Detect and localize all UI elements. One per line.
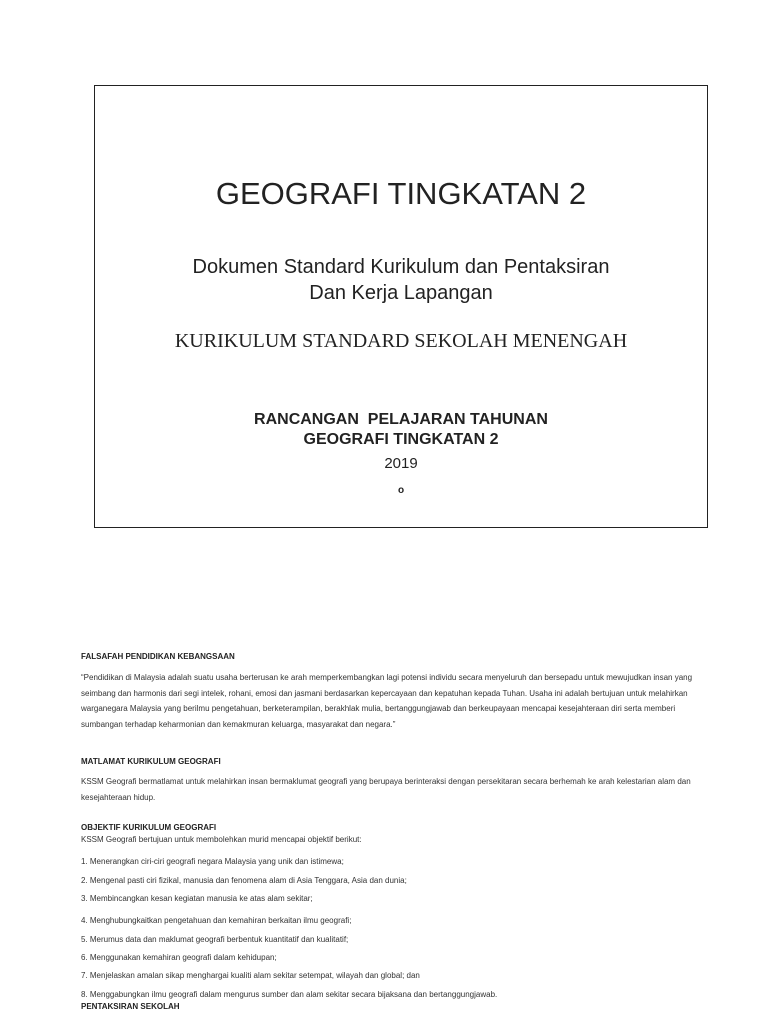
plan-year: 2019 bbox=[384, 455, 418, 472]
pentaksiran-heading: PENTAKSIRAN SEKOLAH bbox=[81, 1002, 180, 1011]
document-title: GEOGRAFI TINGKATAN 2 bbox=[215, 176, 587, 211]
subtitle-line-1: Dokumen Standard Kurikulum dan Pentaksiran bbox=[192, 256, 610, 278]
list-item: 5. Merumus data dan maklumat geografi berbentuk kuantitatif dan kualitatif; bbox=[81, 935, 349, 944]
subtitle-line-2: Dan Kerja Lapangan bbox=[309, 282, 493, 304]
curriculum-name: KURIKULUM STANDARD SEKOLAH MENENGAH bbox=[174, 330, 628, 352]
document-subtitle bbox=[95, 254, 707, 306]
list-item: 6. Menggunakan kemahiran geografi dalam kehidupan; bbox=[81, 953, 277, 962]
plan-title bbox=[95, 410, 707, 450]
plan-line-2: GEOGRAFI TINGKATAN 2 bbox=[303, 431, 499, 448]
list-item: 4. Menghubungkaitkan pengetahuan dan kemahiran berkaitan ilmu geografi; bbox=[81, 916, 352, 925]
matlamat-body: KSSM Geografi bermatlamat untuk melahirkan insan bermaklumat geografi yang berupaya berinteraksi dengan persekitaran secara berhemah ke arah kelestarian alam dan kesejahteraan hidup. bbox=[81, 777, 691, 802]
list-item: 3. Membincangkan kesan kegiatan manusia ke atas alam sekitar; bbox=[81, 894, 313, 903]
objektif-heading: OBJEKTIF KURIKULUM GEOGRAFI bbox=[81, 823, 217, 832]
list-item: 2. Mengenal pasti ciri fizikal, manusia dan fenomena alam di Asia Tenggara, Asia dan dunia; bbox=[81, 876, 407, 885]
objektif-intro: KSSM Geografi bertujuan untuk membolehkan murid mencapai objektif berikut: bbox=[81, 835, 362, 844]
cover-mark: o bbox=[397, 485, 405, 496]
falsafah-heading: FALSAFAH PENDIDIKAN KEBANGSAAN bbox=[81, 652, 235, 661]
list-item: 8. Menggabungkan ilmu geografi dalam mengurus sumber dan alam sekitar secara bijaksana dan bertanggungjawab. bbox=[81, 990, 498, 999]
cover-box bbox=[94, 85, 708, 528]
plan-line-1: RANCANGAN PELAJARAN TAHUNAN bbox=[254, 411, 548, 428]
falsafah-body: “Pendidikan di Malaysia adalah suatu usaha berterusan ke arah memperkembangkan lagi potensi individu secara menyeluruh dan bersepadu untuk mewujudkan insan yang seimbang dan harmonis dari segi intelek, rohani, emosi dan jasmani berdasarkan kepercayaan dan kepatuhan kepada Tuhan. Usaha ini adalah bertujuan untuk melahirkan warganegara Malaysia yang berilmu pengetahuan, berketerampilan, berakhlak mulia, bertanggungjawab dan berkeupayaan mencapai kesejahteraan diri serta memberi sumbangan terhadap keharmonian dan kemakmuran keluarga, masyarakat dan negara.” bbox=[81, 673, 693, 729]
matlamat-heading: MATLAMAT KURIKULUM GEOGRAFI bbox=[81, 757, 221, 766]
list-item: 1. Menerangkan ciri-ciri geografi negara Malaysia yang unik dan istimewa; bbox=[81, 857, 344, 866]
list-item: 7. Menjelaskan amalan sikap menghargai kualiti alam sekitar setempat, wilayah dan global; dan bbox=[81, 971, 420, 980]
